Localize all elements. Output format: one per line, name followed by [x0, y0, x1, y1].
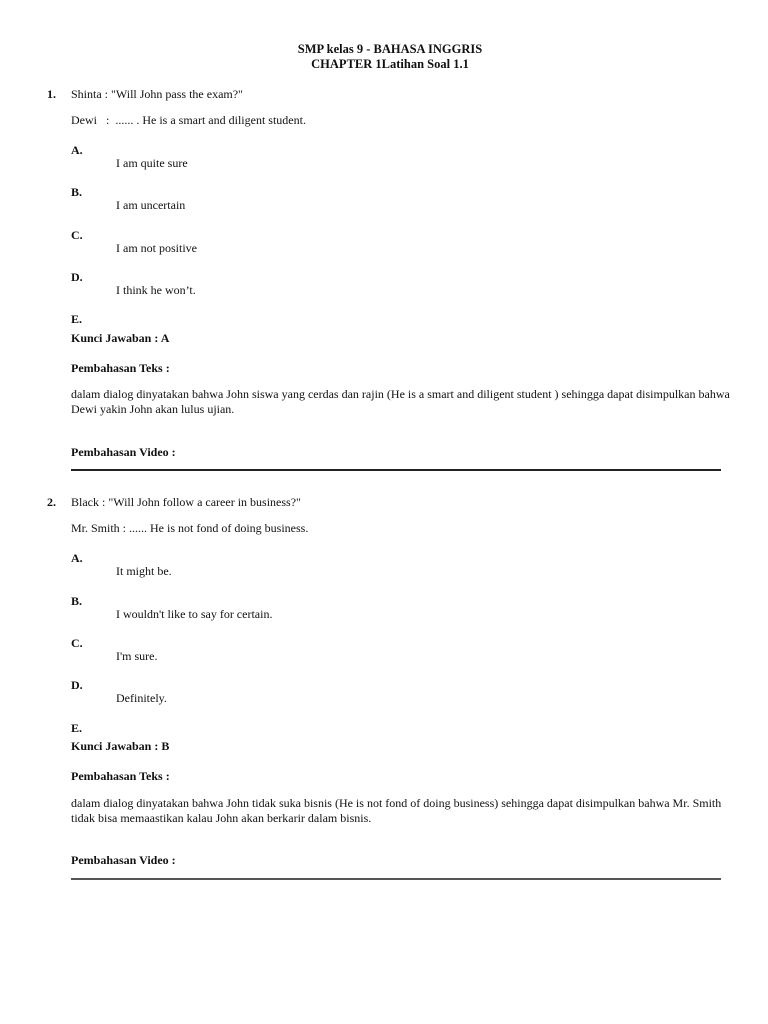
option-text-d[interactable]: I think he won’t.	[116, 283, 196, 297]
header-chapter: CHAPTER 1Latihan Soal 1.1	[311, 57, 469, 71]
option-text-c[interactable]: I am not positive	[116, 241, 197, 255]
option-letter-e: E.	[71, 312, 83, 326]
option-letter-e: E.	[71, 721, 83, 735]
option-letter-a: A.	[71, 143, 83, 157]
option-letter-c: C.	[71, 228, 83, 242]
option-text-a[interactable]: It might be.	[116, 564, 172, 578]
header-subject: SMP kelas 9 - BAHASA INGGRIS	[297, 42, 483, 56]
question-number: 2.	[47, 495, 56, 509]
question-number: 1.	[47, 87, 56, 101]
section-divider	[71, 469, 721, 471]
option-letter-b: B.	[71, 594, 83, 608]
question-prompt: Shinta : "Will John pass the exam?"	[71, 87, 243, 101]
option-text-d[interactable]: Definitely.	[116, 691, 167, 705]
option-text-b[interactable]: I wouldn't like to say for certain.	[116, 607, 273, 621]
answer-key: Kunci Jawaban : B	[71, 739, 170, 753]
option-text-c[interactable]: I'm sure.	[116, 649, 158, 663]
section-divider	[71, 878, 721, 880]
option-letter-a: A.	[71, 551, 83, 565]
option-text-b[interactable]: I am uncertain	[116, 198, 186, 212]
question-response: Mr. Smith : ...... He is not fond of doing business.	[71, 521, 309, 535]
text-explanation-heading: Pembahasan Teks :	[71, 361, 170, 375]
text-explanation: dalam dialog dinyatakan bahwa John siswa yang cerdas dan rajin (He is a smart and diligent student ) sehingga dapat disimpulkan bahwa Dewi yakin John akan lulus ujian.	[71, 387, 730, 416]
option-text-a[interactable]: I am quite sure	[116, 156, 188, 170]
video-explanation-heading: Pembahasan Video :	[71, 853, 176, 867]
text-explanation: dalam dialog dinyatakan bahwa John tidak suka bisnis (He is not fond of doing business) sehingga dapat disimpulkan bahwa Mr. Smith tidak bisa memaastikan kalau John akan berkarir dalam bisnis.	[71, 796, 722, 825]
question-prompt: Black : "Will John follow a career in business?"	[71, 495, 301, 509]
video-explanation-heading: Pembahasan Video :	[71, 445, 176, 459]
page-header	[0, 42, 768, 72]
option-letter-d: D.	[71, 270, 83, 284]
option-letter-c: C.	[71, 636, 83, 650]
option-letter-d: D.	[71, 678, 83, 692]
question-response: Dewi : ...... . He is a smart and diligent student.	[71, 113, 306, 127]
answer-key: Kunci Jawaban : A	[71, 331, 170, 345]
text-explanation-heading: Pembahasan Teks :	[71, 769, 170, 783]
option-letter-b: B.	[71, 185, 83, 199]
